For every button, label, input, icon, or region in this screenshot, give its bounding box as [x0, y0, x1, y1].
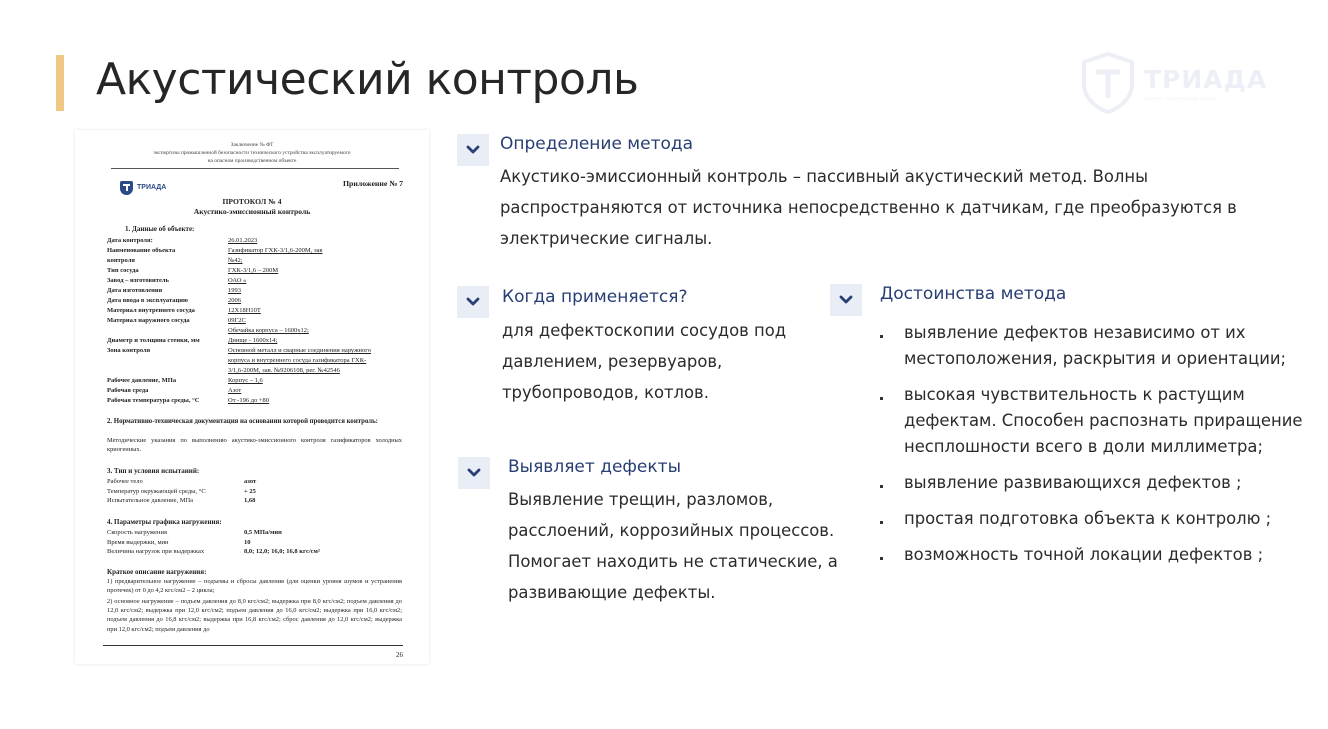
doc-value: 3/1,6-200М, зав. №9206108, рег. №42546	[228, 367, 340, 374]
defects-body: Выявление трещин, разломов, расслоений, коррозийных процессов. Помогает находить не статические, а развивающие дефекты.	[508, 490, 838, 602]
advantages-list	[878, 320, 1318, 578]
doc-key	[107, 356, 228, 366]
doc-value: Газификатор ГХК-3/1,6-200М, зав	[228, 247, 323, 254]
bullet-icon	[880, 335, 883, 338]
doc-footer-divider	[103, 645, 403, 646]
doc-value: Обечайка корпуса – 1600х12;	[228, 327, 309, 334]
doc-key: Скорость нагружения	[107, 529, 167, 536]
doc-value: 26.01.2023	[228, 237, 258, 244]
protocol-title: ПРОТОКОЛ № 4	[222, 197, 282, 206]
when-applied-toggle[interactable]	[457, 286, 489, 318]
doc-row	[107, 236, 407, 246]
doc-logo-text: ТРИАДА	[137, 184, 167, 192]
doc-header	[75, 142, 429, 165]
doc-row	[107, 396, 407, 406]
doc-key	[107, 326, 228, 336]
doc-row	[107, 346, 407, 356]
advantage-item	[878, 470, 1318, 496]
defects-title: Выявляет дефекты	[508, 457, 681, 477]
doc-value: 8,0; 12,0; 16,0; 16,8 кгс/см²	[244, 548, 320, 556]
chevron-down-icon	[466, 297, 480, 307]
doc-key	[107, 366, 228, 376]
doc-row	[107, 477, 407, 487]
doc-section5-title: Краткое описание нагружения:	[107, 568, 207, 576]
advantage-text: выявление дефектов независимо от их местоположения, раскрытия и ориентации;	[904, 323, 1287, 368]
doc-row	[107, 356, 407, 366]
doc-header-line: на опасном производственном объекте	[207, 157, 297, 164]
company-logo	[1080, 52, 1268, 114]
protocol-document-image	[75, 130, 429, 664]
doc-key: Дата ввода в эксплуатацию	[107, 297, 188, 304]
doc-appendix: Приложение № 7	[342, 179, 403, 188]
doc-row	[107, 376, 407, 386]
doc-value: 12Х18Н10Т	[228, 307, 261, 314]
doc-key: Наименование объекта	[107, 247, 176, 254]
doc-key: Диаметр и толщина стенки, мм	[107, 337, 200, 344]
doc-row	[107, 316, 407, 326]
doc-page-number: 26	[396, 651, 403, 659]
doc-row	[107, 487, 407, 497]
doc-key: Тип сосуда	[107, 267, 139, 274]
doc-row	[107, 256, 407, 266]
doc-key: Рабочее давление, МПа	[107, 377, 177, 384]
doc-value: Основной металл и сварные соединения наружного	[228, 347, 372, 354]
when-applied-body: для дефектоскопии сосудов под давлением, резервуаров, трубопроводов, котлов.	[502, 321, 787, 402]
definition-title: Определение метода	[500, 134, 694, 154]
doc-value: Корпус – 1,6	[228, 377, 263, 384]
doc-row	[107, 496, 407, 506]
when-applied-title: Когда применяется?	[502, 287, 688, 307]
doc-value: корпуса и внутреннего сосуда газификатора ГХК-	[228, 357, 367, 364]
advantage-item	[878, 382, 1318, 460]
doc-row	[107, 386, 407, 396]
shield-logo-icon	[1080, 52, 1136, 114]
doc-row	[107, 276, 407, 286]
doc-key: Материал внутреннего сосуда	[107, 307, 195, 314]
doc-shield-icon	[120, 181, 133, 195]
doc-section4-title: 4. Параметры графика нагружения:	[107, 518, 222, 526]
doc-test-conditions	[107, 477, 407, 506]
doc-row	[107, 547, 407, 557]
doc-key: Завод – изготовитель	[107, 277, 169, 284]
protocol-subtitle: Акустико-эмиссионный контроль	[193, 206, 311, 216]
doc-divider	[111, 168, 399, 169]
advantage-item	[878, 542, 1318, 568]
doc-section3-title: 3. Тип и условия испытаний:	[107, 467, 200, 475]
doc-row	[107, 366, 407, 376]
doc-value: №42;	[228, 257, 243, 264]
doc-row	[107, 326, 407, 336]
chevron-down-icon	[839, 295, 853, 305]
doc-key: Зона контроля	[107, 347, 151, 354]
advantage-item	[878, 506, 1318, 532]
doc-value: Азот	[228, 387, 242, 394]
definition-toggle[interactable]	[457, 134, 489, 166]
advantages-title: Достоинства метода	[880, 284, 1067, 304]
doc-row	[107, 538, 407, 548]
doc-key: Температур окружающей среды, °С	[107, 487, 206, 495]
doc-section2-text: Методические указания по выполнению акустико-эмиссионного контроля газификаторов холодных криогенных.	[107, 437, 402, 454]
logo-text: ТРИАДА	[1144, 65, 1268, 94]
advantages-toggle[interactable]	[830, 284, 862, 316]
doc-logo	[120, 181, 166, 195]
bullet-icon	[880, 485, 883, 488]
bullet-icon	[880, 521, 883, 524]
doc-value: 2006	[228, 297, 241, 304]
doc-object-data	[107, 236, 407, 406]
doc-value: + 25	[244, 487, 256, 495]
doc-section5-p2: 2) основное нагружение – подъем давления до 8,0 кгс/см2; выдержка при 8,0 кгс/см2; подъем давления до 12,0 кгс/см2; выдержка при 12,0 кгс/см2; подъем давления до 16,0 кгс/см2; выдержка при 16,0 кгс/см2; подъем давления до 16,8 кгс/см2; выдержка при 16,8 кгс/см2; сброс давления до 12,0 кгс/см2; выдержка при 12,0 кгс/см2; подъем давления до	[107, 598, 402, 633]
doc-key: Испытательное давление, МПа	[107, 497, 194, 505]
doc-key: Величина нагрузок при выдержках	[107, 548, 205, 556]
doc-protocol-title	[75, 197, 429, 217]
advantage-text: простая подготовка объекта к контролю ;	[904, 509, 1272, 528]
doc-section2-title: 2. Нормативно-техническая документация на основании которой проводится контроль:	[107, 418, 378, 425]
doc-value: 1993	[228, 287, 241, 294]
advantage-text: возможность точной локации дефектов ;	[904, 545, 1264, 564]
doc-header-line: экспертизы промышленной безопасности технического устройства эксплуатируемого	[153, 149, 351, 156]
advantage-item	[878, 320, 1318, 372]
title-accent-bar	[56, 55, 64, 111]
doc-row	[107, 306, 407, 316]
doc-row	[107, 286, 407, 296]
doc-row	[107, 528, 407, 538]
doc-section1-title: 1. Данные об объекте:	[125, 225, 195, 233]
doc-row	[107, 296, 407, 306]
page-title: Акустический контроль	[96, 54, 639, 105]
doc-value: ГХК-3/1,6 – 200М	[228, 267, 279, 274]
bullet-icon	[880, 557, 883, 560]
logo-subtitle: научно-технический центр	[1144, 96, 1216, 102]
chevron-down-icon	[466, 145, 480, 155]
doc-row	[107, 266, 407, 276]
doc-key: Материал наружного сосуда	[107, 317, 190, 324]
doc-key: Рабочая температура среды, °С	[107, 397, 200, 404]
doc-value: 0,5 МПа/мин	[244, 529, 282, 536]
doc-key: Рабочее тело	[107, 478, 143, 485]
doc-key: Дата изготовления	[107, 287, 163, 294]
advantage-text: выявление развивающихся дефектов ;	[904, 473, 1242, 492]
doc-row	[107, 246, 407, 256]
doc-value: 1,68	[244, 497, 256, 505]
doc-section5-p1: 1) предварительное нагружение – подъемы и сбросы давления (для оценки уровня шумов и устранения протечек) от 0 до 4,2 кгс/см2 – 2 цикла;	[107, 578, 402, 595]
doc-value: Днище - 1600х14;	[228, 337, 278, 344]
chevron-down-icon	[467, 468, 481, 478]
doc-loading-params	[107, 528, 407, 557]
doc-key: Время выдержки, мин	[107, 538, 169, 546]
doc-value: азот	[244, 478, 257, 485]
advantage-text: высокая чувствительность к растущим дефектам. Способен распознать приращение несплошности всего в доли миллиметра;	[904, 385, 1303, 456]
doc-key: контроля	[107, 257, 135, 264]
doc-header-line: Заключение № ФТ	[230, 142, 274, 148]
doc-value: 10	[244, 538, 251, 546]
definition-body: Акустико-эмиссионный контроль – пассивный акустический метод. Волны распространяются от источника непосредственно к датчикам, где преобразуются в электрические сигналы.	[500, 167, 1237, 248]
defects-toggle[interactable]	[458, 457, 490, 489]
doc-value: ОАО «	[228, 277, 247, 284]
doc-key: Дата контроля:	[107, 237, 153, 244]
doc-value: 09Г2С	[228, 317, 246, 324]
bullet-icon	[880, 397, 883, 400]
doc-row	[107, 336, 407, 346]
doc-value: От -196 до +80	[228, 397, 270, 404]
doc-key: Рабочая среда	[107, 387, 149, 394]
